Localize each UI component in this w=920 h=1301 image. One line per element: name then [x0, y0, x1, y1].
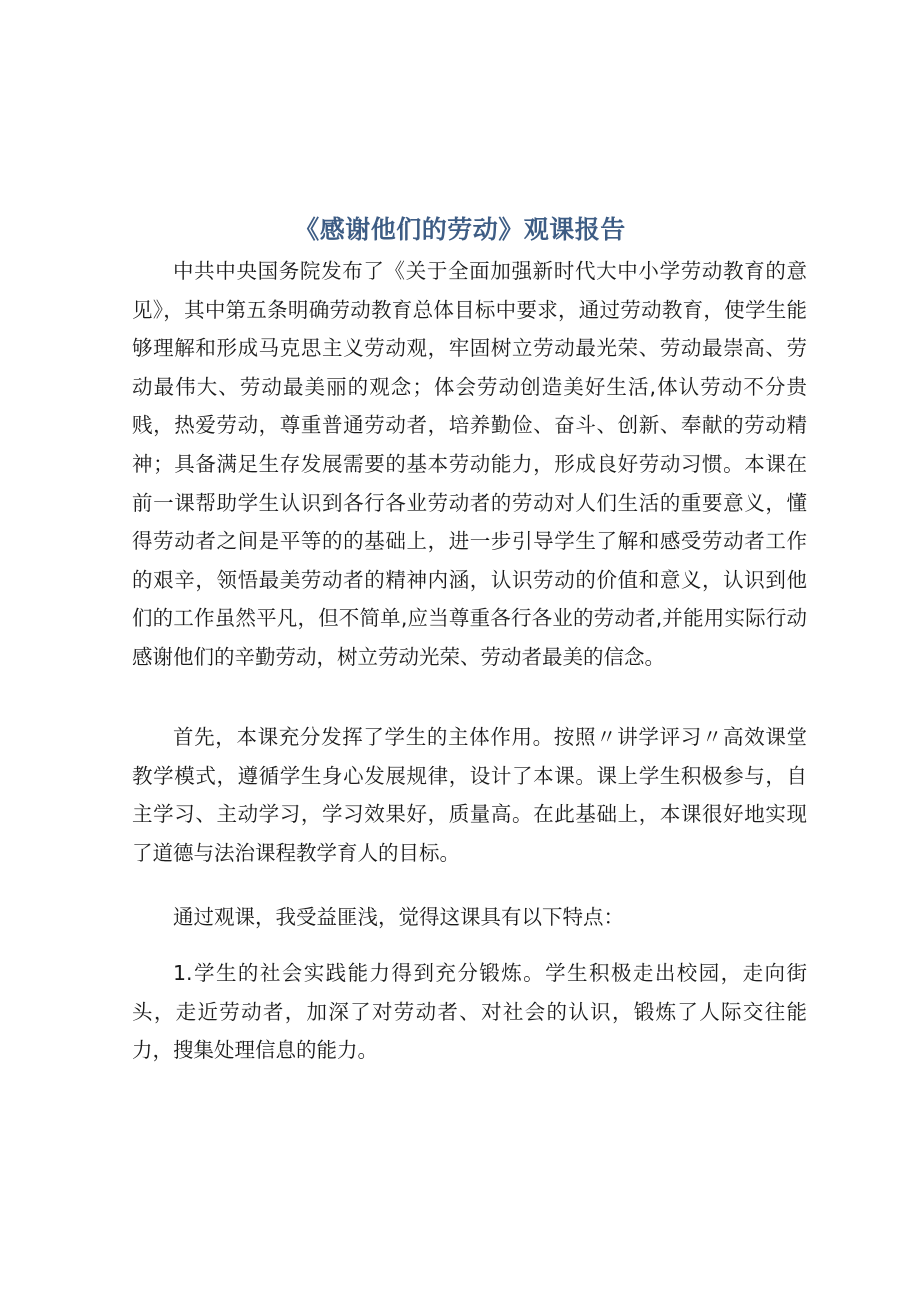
document-title: 《感谢他们的劳动》观课报告: [294, 214, 626, 244]
paragraph-intro: 中共中央国务院发布了《关于全面加强新时代大中小学劳动教育的意见》，其中第五条明确劳动教育总体目标中要求，通过劳动教育，使学生能够理解和形成马克思主义劳动观，牢固树立劳动最光荣、劳动最崇高、劳动最伟大、劳动最美丽的观念；体会劳动创造美好生活,体认劳动不分贵贱，热爱劳动，尊重普通劳动者，培养勤俭、奋斗、创新、奉献的劳动精神；具备满足生存发展需要的基本劳动能力，形成良好劳动习惯。本课在前一课帮助学生认识到各行各业劳动者的劳动对人们生活的重要意义，懂得劳动者之间是平等的的基础上，进一步引导学生了解和感受劳动者工作的艰辛，领悟最美劳动者的精神内涵，认识劳动的价值和意义，认识到他们的工作虽然平凡，但不简单,应当尊重各行各业的劳动者,并能用实际行动感谢他们的辛勤劳动，树立劳动光荣、劳动者最美的信念。: [132, 259, 807, 669]
paragraph-first-point: 首先，本课充分发挥了学生的主体作用。按照〃讲学评习〃高效课堂教学模式，遵循学生身心发展规律，设计了本课。课上学生积极参与，自主学习、主动学习，学习效果好，质量高。在此基础上，本课很好地实现了道德与法治课程教学育人的目标。: [132, 725, 807, 865]
paragraph-features-lead: 通过观课，我受益匪浅，觉得这课具有以下特点：: [173, 905, 624, 929]
paragraph-feature-1: 1.学生的社会实践能力得到充分锻炼。学生积极走出校园，走向街头，走近劳动者，加深了对劳动者、对社会的认识，锻炼了人际交往能力，搜集处理信息的能力。: [132, 961, 807, 1063]
